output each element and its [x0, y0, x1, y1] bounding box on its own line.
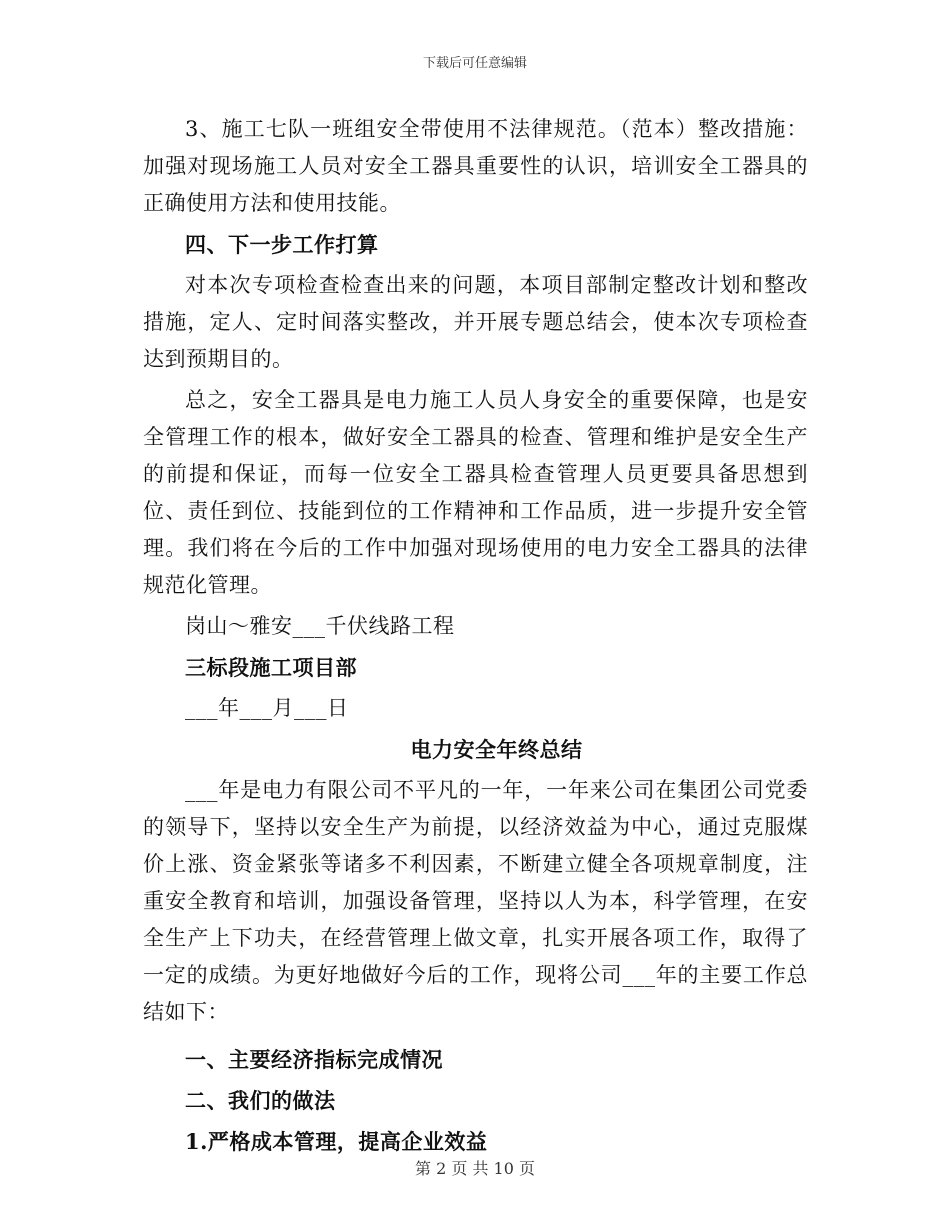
- paragraph-conclusion: 总之，安全工器具是电力施工人员人身安全的重要保障，也是安全管理工作的根本，做好安全工器具的检查、管理和维护是安全生产的前提和保证，而每一位安全工器具检查管理人员更要具备思想到位、责任到位、技能到位的工作精神和工作品质，进一步提升安全管理。我们将在今后的工作中加强对现场使用的电力安全工器具的法律规范化管理。: [143, 388, 808, 597]
- heading-our-methods: 二、我们的做法: [185, 1088, 336, 1113]
- document-body: [143, 111, 808, 1160]
- paragraph-rectification: 3、施工七队一班组安全带使用不法律规范。（范本）整改措施：加强对现场施工人员对安全工器具重要性的认识，培训安全工器具的正确使用方法和使用技能。: [143, 117, 808, 215]
- signature-date: ___年___月___日: [185, 696, 349, 720]
- page-footer: 第 2 页 共 10 页: [415, 1159, 535, 1178]
- document-title: 电力安全年终总结: [410, 737, 583, 762]
- heading-cost-management: 1.严格成本管理，提高企业效益: [185, 1129, 488, 1154]
- paragraph-plan: 对本次专项检查检查出来的问题，本项目部制定整改计划和整改措施，定人、定时间落实整改，并开展专题总结会，使本次专项检查达到预期目的。: [143, 273, 808, 371]
- signature-department: 三标段施工项目部: [185, 655, 357, 680]
- paragraph-intro: ___年是电力有限公司不平凡的一年，一年来公司在集团公司党委的领导下，坚持以安全生产为前提，以经济效益为中心，通过克服煤价上涨、资金紧张等诸多不利因素，不断建立健全各项规章制度，注重安全教育和培训，加强设备管理，坚持以人为本，科学管理，在安全生产上下功夫，在经营管理上做文章，扎实开展各项工作，取得了一定的成绩。为更好地做好今后的工作，现将公司___年的主要工作总结如下：: [143, 778, 808, 1024]
- heading-economic-indicators: 一、主要经济指标完成情况: [185, 1047, 443, 1072]
- heading-next-plan: 四、下一步工作打算: [185, 232, 379, 257]
- signature-project: 岗山～雅安___千伏线路工程: [185, 614, 455, 638]
- page-header: 下载后可任意编辑: [422, 56, 527, 71]
